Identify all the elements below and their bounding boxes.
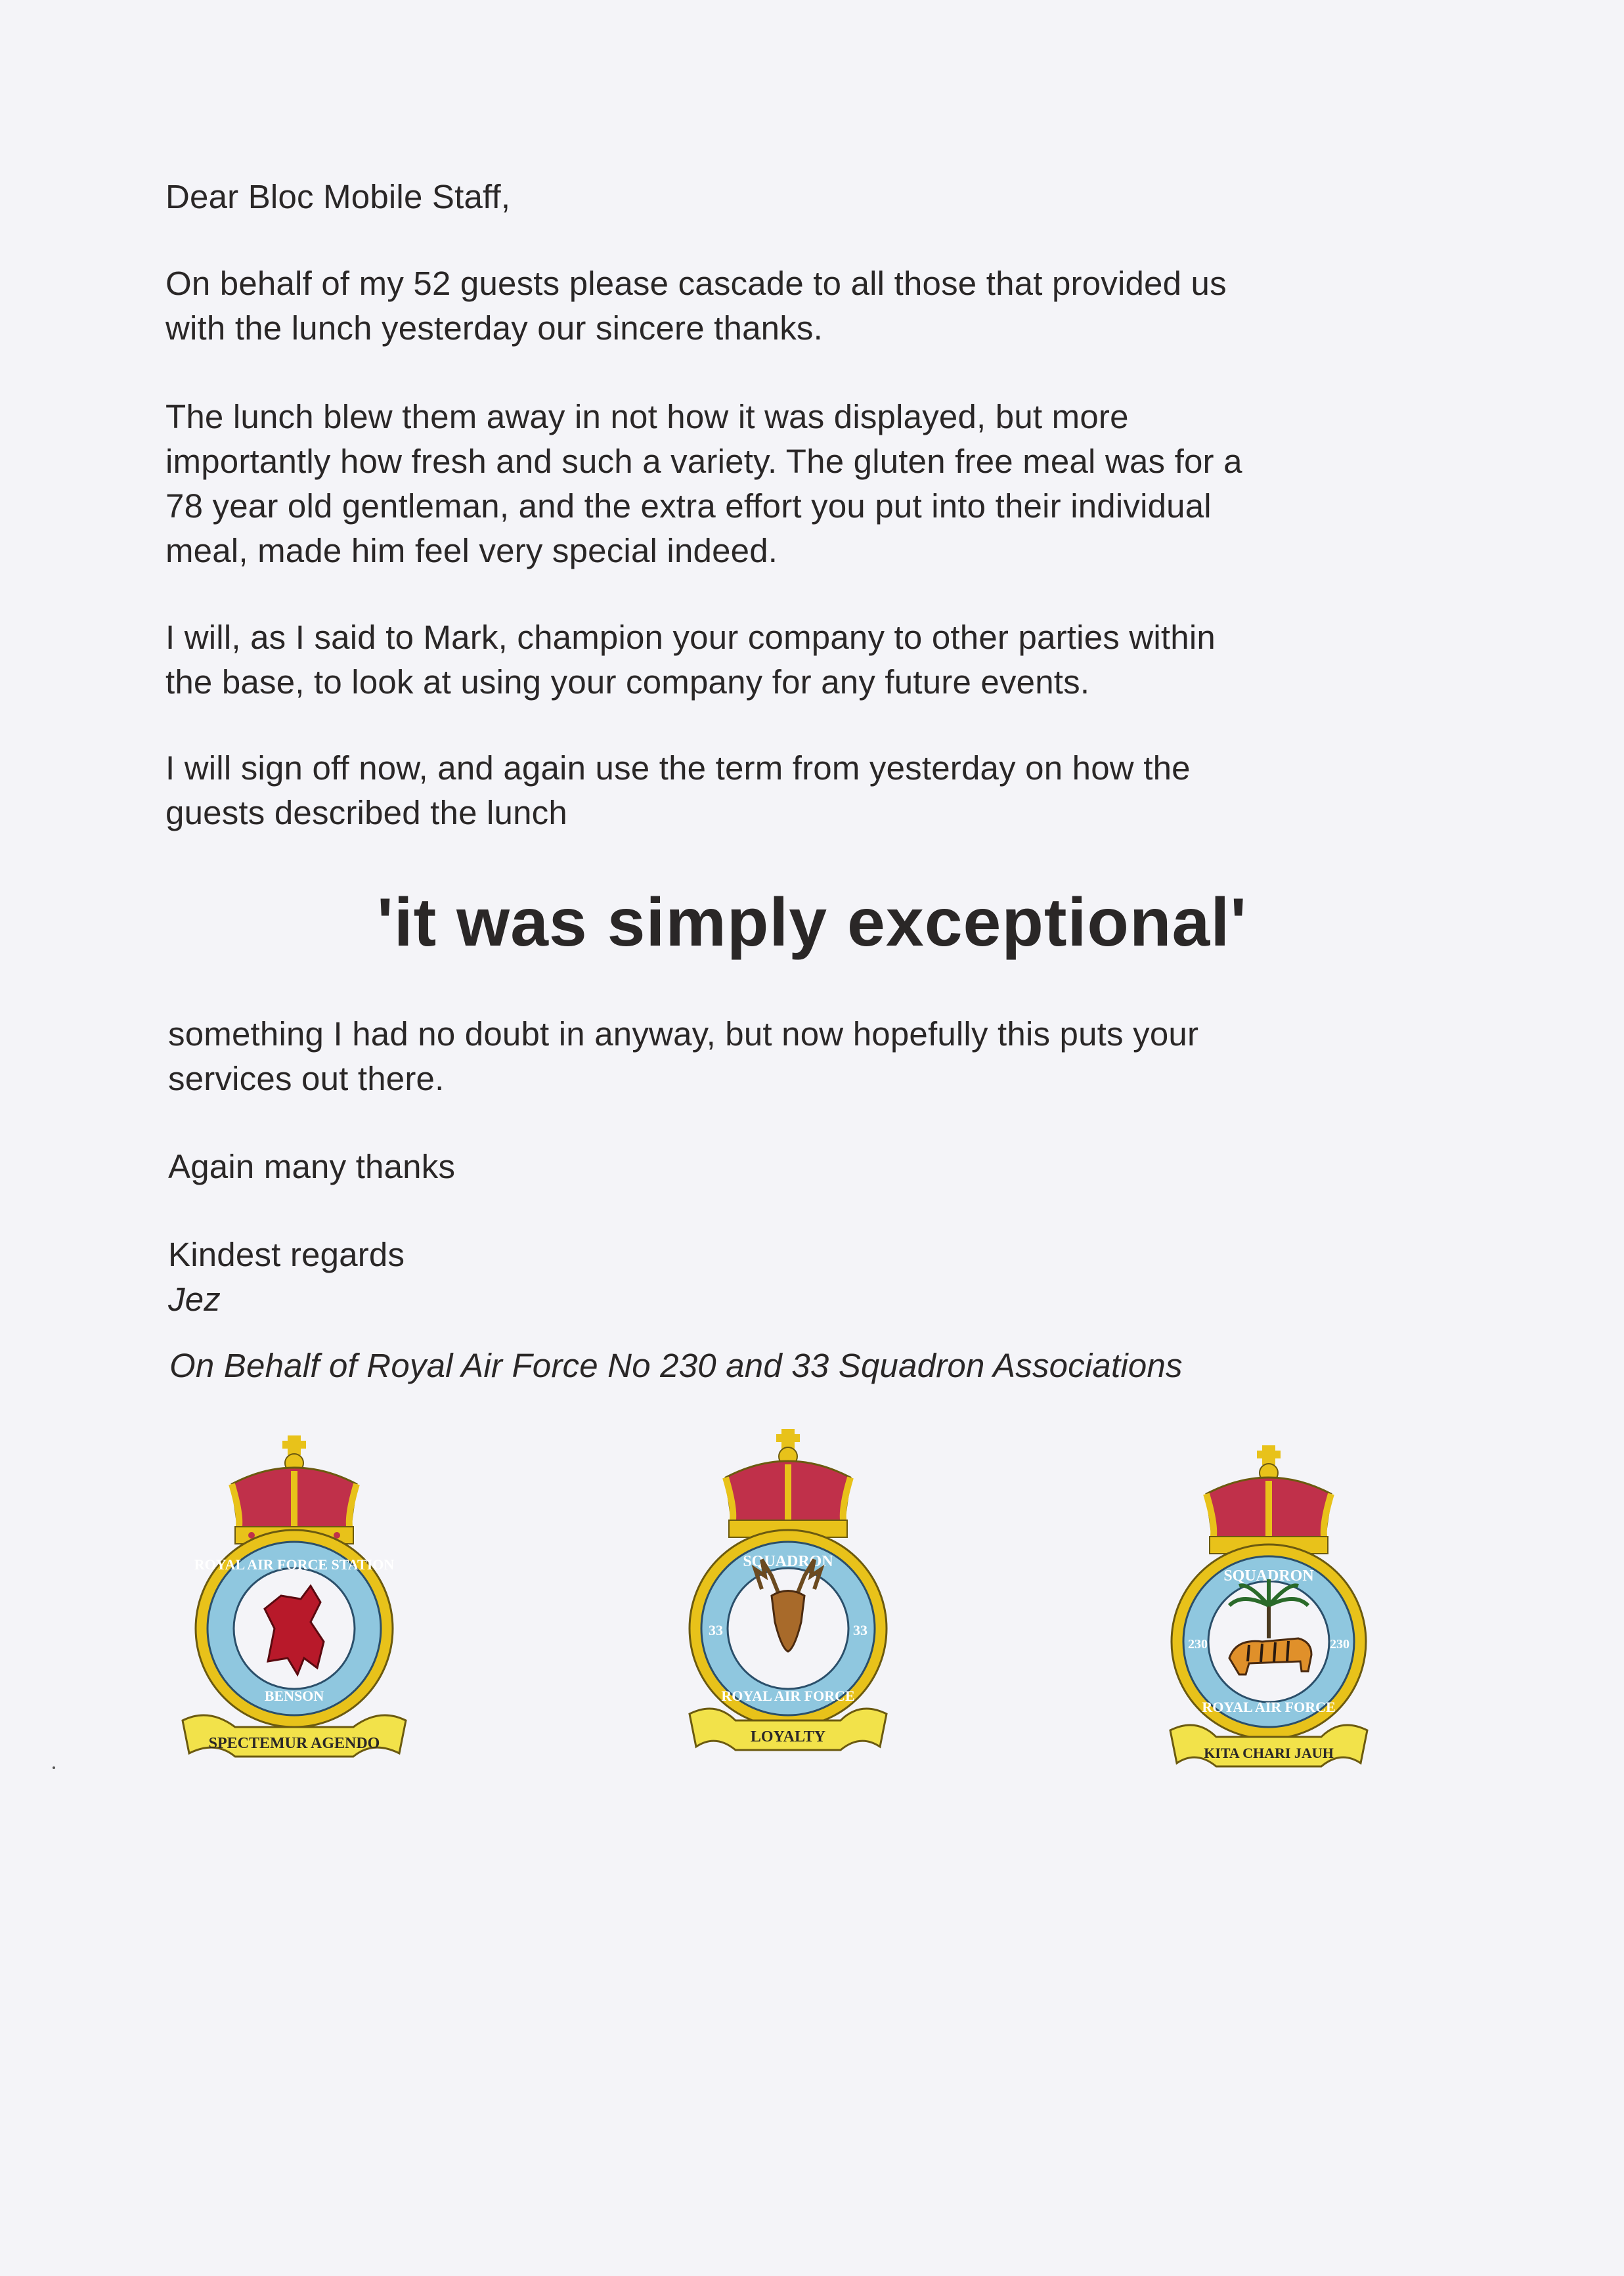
paragraph-thanks: On behalf of my 52 guests please cascade to all those that provided us with the lunch yesterday our sincere thanks. <box>165 265 1227 347</box>
svg-text:BENSON: BENSON <box>264 1688 324 1704</box>
paragraph-services: something I had no doubt in anyway, but now hopefully this puts your services out there. <box>168 1015 1199 1097</box>
paragraph-champion: I will, as I said to Mark, champion your company to other parties within the base, to look at using your company for any future events. <box>165 619 1216 701</box>
svg-text:33: 33 <box>853 1622 867 1638</box>
signature-name: Jez <box>168 1280 221 1318</box>
svg-text:SQUADRON: SQUADRON <box>1223 1567 1314 1585</box>
quote-headline: 'it was simply exceptional' <box>377 885 1247 961</box>
behalf-line: On Behalf of Royal Air Force No 230 and 33 Squadron Associations <box>169 1347 1183 1384</box>
svg-text:ROYAL AIR FORCE: ROYAL AIR FORCE <box>1202 1699 1336 1715</box>
paper-speck <box>53 1766 55 1769</box>
paragraph-lunch: The lunch blew them away in not how it was displayed, but more importantly how fresh and such a variety. The gluten free meal was for a 78 year old gentleman, and the extra effort you put into their individual meal, made him feel very special indeed. <box>165 398 1242 569</box>
paragraph-sign-off: I will sign off now, and again use the term from yesterday on how the guests described the lunch <box>165 749 1191 831</box>
svg-text:LOYALTY: LOYALTY <box>750 1728 826 1745</box>
paragraph-many-thanks: Again many thanks <box>168 1148 456 1185</box>
33-squadron-crest-icon <box>663 1425 913 1766</box>
salutation: Dear Bloc Mobile Staff, <box>165 178 511 215</box>
svg-text:230: 230 <box>1188 1637 1208 1652</box>
svg-text:230: 230 <box>1330 1637 1350 1652</box>
closing-regards: Kindest regards <box>168 1236 405 1273</box>
svg-text:ROYAL AIR FORCE: ROYAL AIR FORCE <box>721 1688 855 1704</box>
svg-text:SQUADRON: SQUADRON <box>743 1553 833 1570</box>
svg-text:33: 33 <box>709 1622 723 1638</box>
svg-text:ROYAL AIR FORCE STATION: ROYAL AIR FORCE STATION <box>194 1556 395 1573</box>
svg-text:KITA CHARI JAUH: KITA CHARI JAUH <box>1204 1745 1334 1761</box>
raf-benson-crest-icon <box>169 1432 419 1773</box>
230-squadron-crest-icon <box>1151 1441 1387 1783</box>
svg-text:SPECTEMUR AGENDO: SPECTEMUR AGENDO <box>208 1735 380 1752</box>
